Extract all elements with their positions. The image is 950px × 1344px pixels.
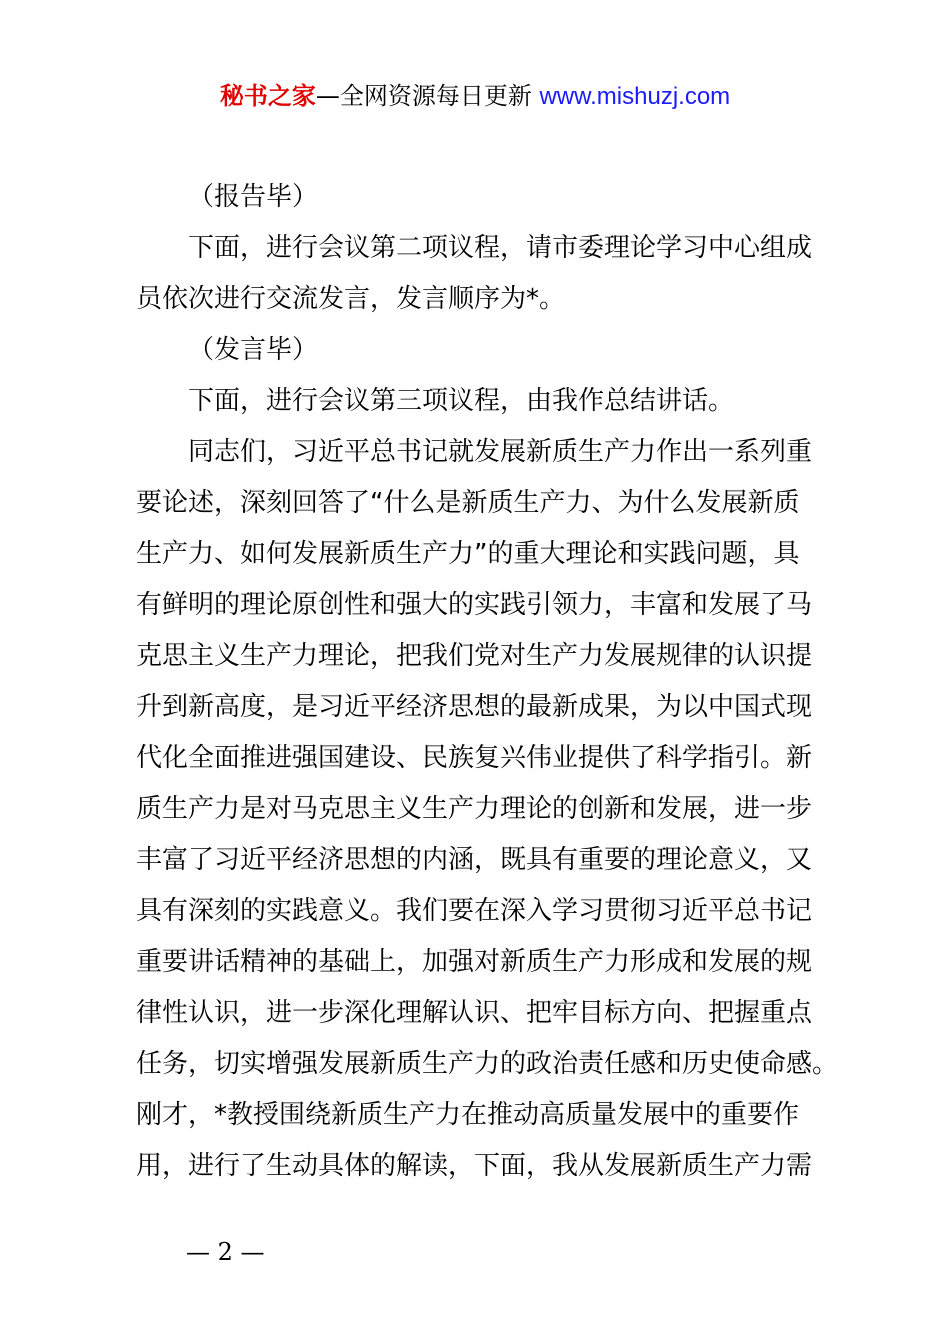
text-line: 质生产力是对马克思主义生产力理论的创新和发展，进一步 <box>136 794 813 824</box>
text-line: 律性认识，进一步深化理解认识、把牢目标方向、把握重点 <box>136 998 813 1028</box>
text-line: 同志们，习近平总书记就发展新质生产力作出一系列重 <box>188 437 813 467</box>
site-url[interactable]: www.mishuzj.com <box>539 83 731 110</box>
text-line: （报告毕） <box>188 182 319 212</box>
text-line: 有鲜明的理论原创性和强大的实践引领力，丰富和发展了马 <box>136 590 813 620</box>
site-brand: 秘书之家 <box>219 82 316 110</box>
text-line: 用，进行了生动具体的解读，下面，我从发展新质生产力需 <box>136 1151 813 1181</box>
text-line: 下面，进行会议第三项议程，由我作总结讲话。 <box>188 386 735 416</box>
text-line: 任务，切实增强发展新质生产力的政治责任感和历史使命感。 <box>136 1049 839 1079</box>
text-line: 生产力、如何发展新质生产力”的重大理论和实践问题，具 <box>136 539 800 569</box>
site-header <box>0 80 950 113</box>
text-line: 丰富了习近平经济思想的内涵，既具有重要的理论意义，又 <box>136 845 813 875</box>
site-tagline: —全网资源每日更新 <box>315 82 532 110</box>
text-line: 具有深刻的实践意义。我们要在深入学习贯彻习近平总书记 <box>136 896 813 926</box>
text-line: 员依次进行交流发言，发言顺序为*。 <box>136 284 566 314</box>
page-number: — 2 — <box>186 1238 265 1266</box>
text-line: 代化全面推进强国建设、民族复兴伟业提供了科学指引。新 <box>136 743 813 773</box>
text-line: 要论述，深刻回答了“什么是新质生产力、为什么发展新质 <box>136 488 800 518</box>
text-line: 刚才，*教授围绕新质生产力在推动高质量发展中的重要作 <box>136 1100 800 1130</box>
text-line: 克思主义生产力理论，把我们党对生产力发展规律的认识提 <box>136 641 813 671</box>
text-line: （发言毕） <box>188 335 319 365</box>
text-line: 升到新高度，是习近平经济思想的最新成果，为以中国式现 <box>136 692 813 722</box>
text-line: 下面，进行会议第二项议程，请市委理论学习中心组成 <box>188 233 813 263</box>
text-line: 重要讲话精神的基础上，加强对新质生产力形成和发展的规 <box>136 947 813 977</box>
